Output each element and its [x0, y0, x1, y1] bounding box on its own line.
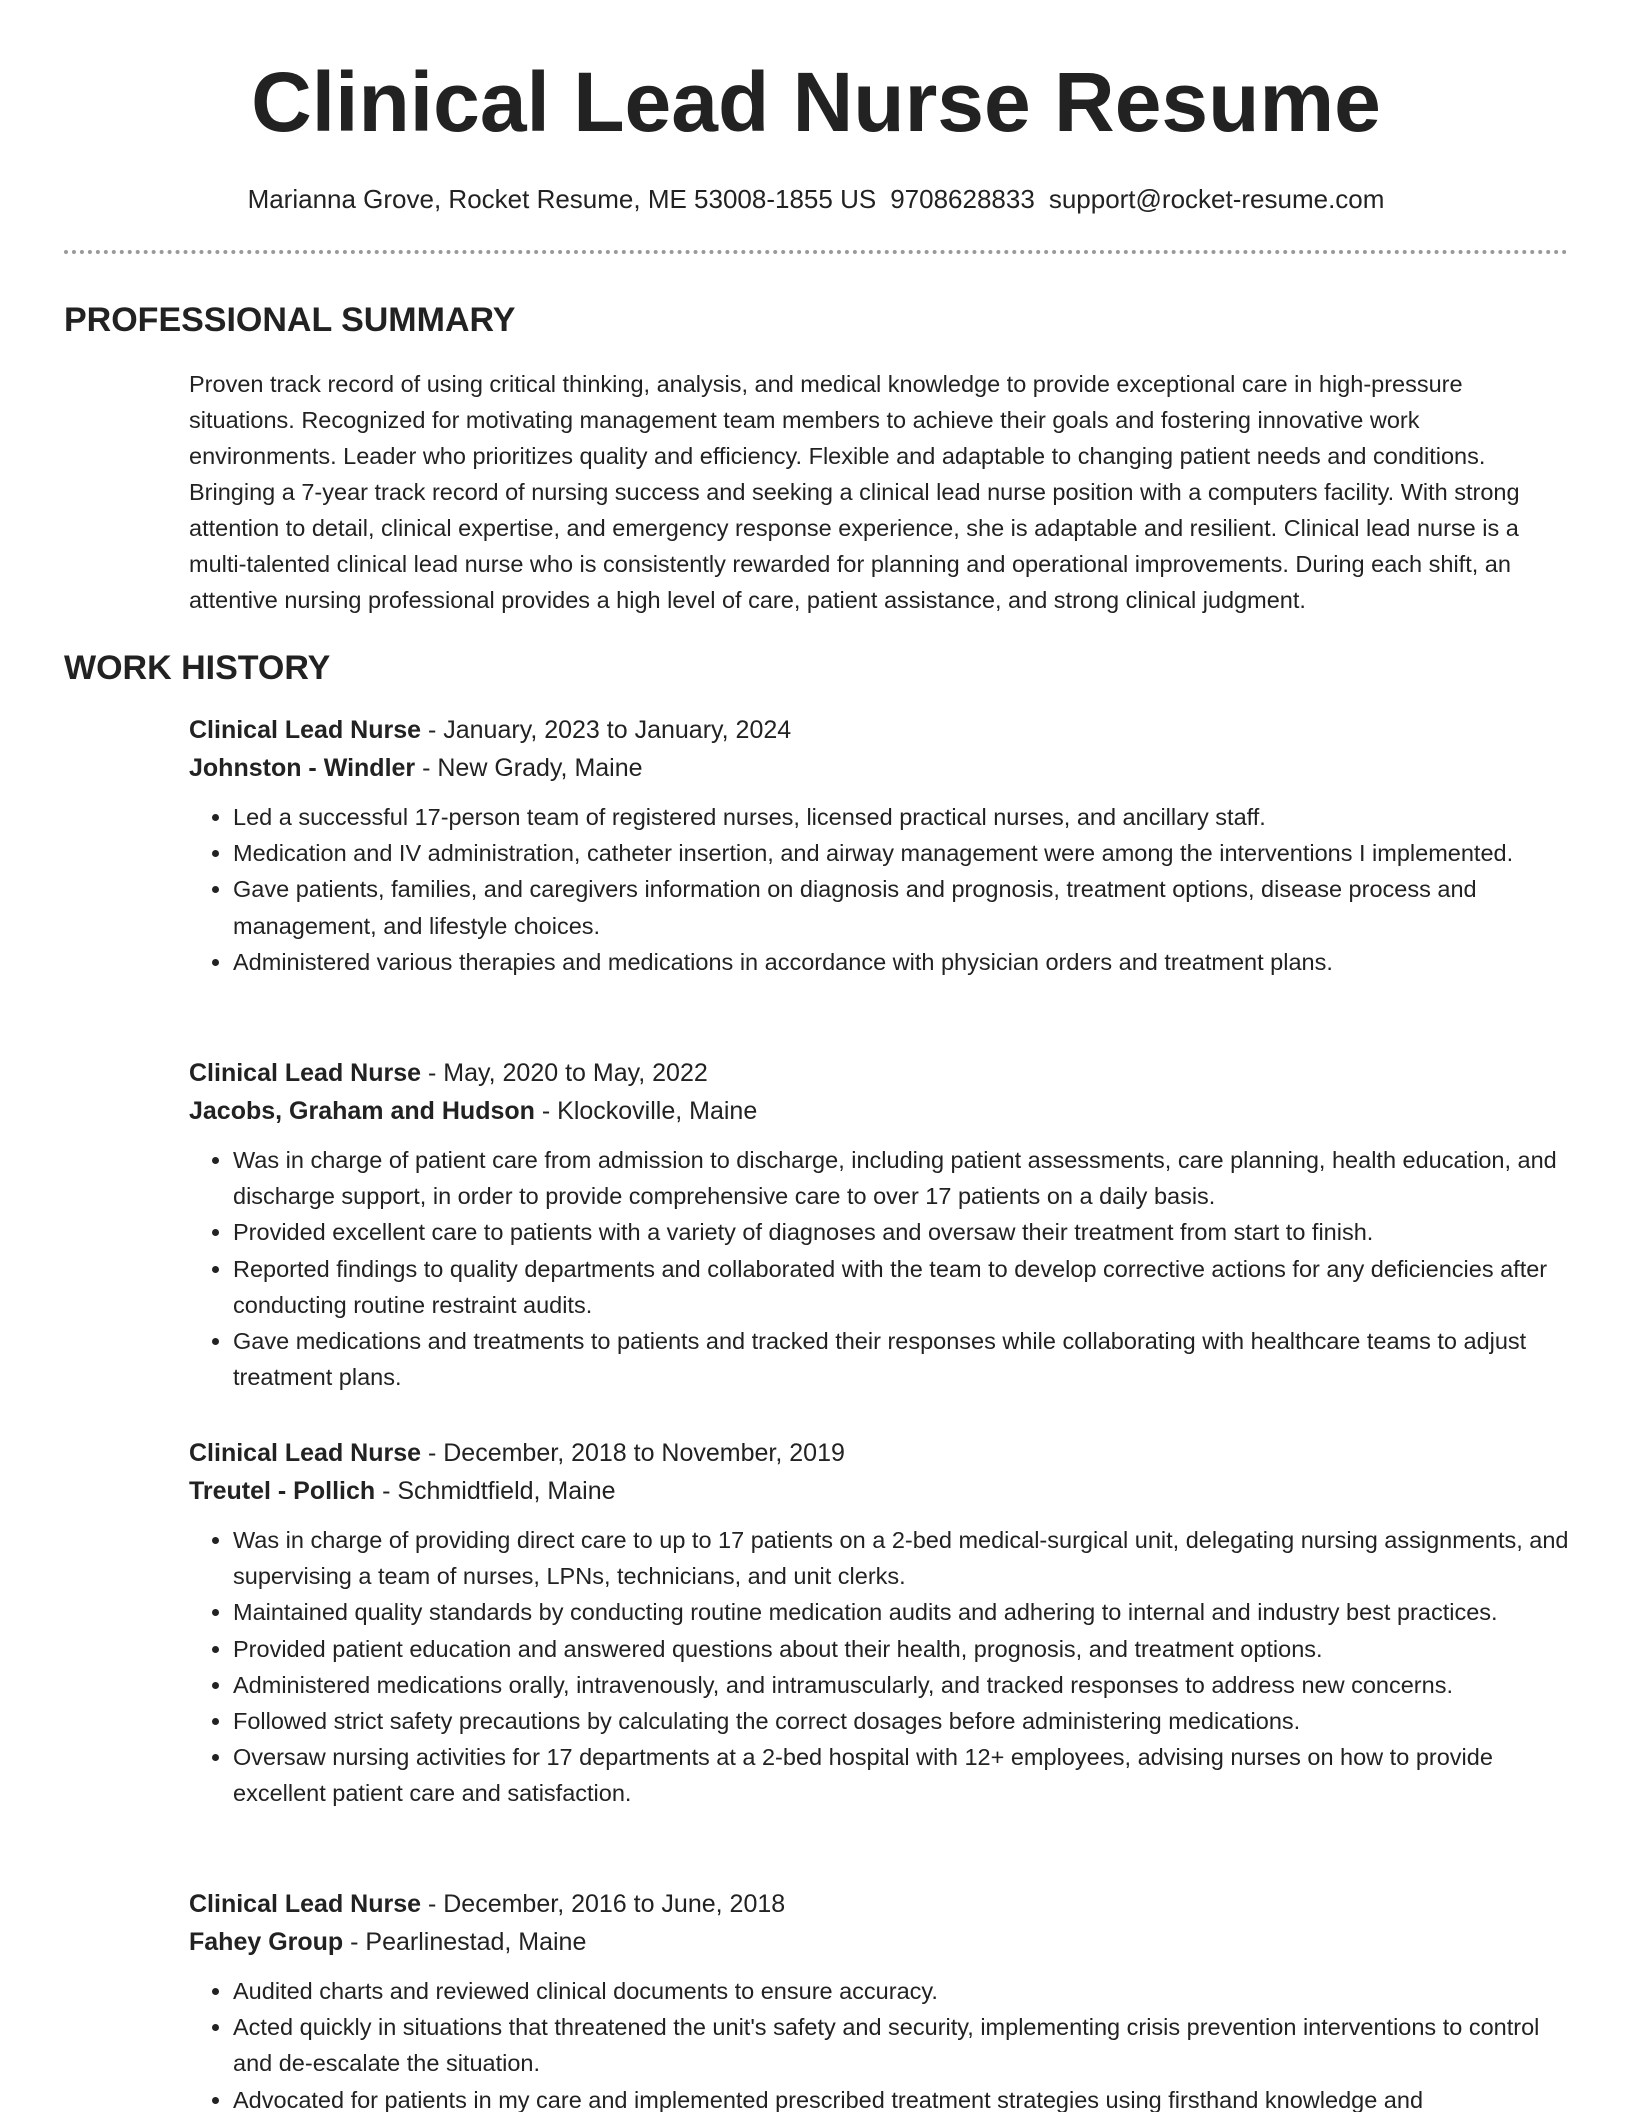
bullet-item: • Followed strict safety precautions by calculating the correct dosages before administering medications. — [233, 1703, 1569, 1739]
bullet-item: • Was in charge of patient care from admission to discharge, including patient assessments, care planning, health education, and discharge support, in order to provide comprehensive care to over 17 patients on a daily basis. — [233, 1142, 1569, 1214]
header-divider — [64, 250, 1568, 254]
job-location: - Klockoville, Maine — [534, 1097, 758, 1125]
job-dates: - December, 2016 to June, 2018 — [421, 1890, 786, 1918]
bullet-item: • Led a successful 17-person team of registered nurses, licensed practical nurses, and ancillary staff. — [233, 799, 1569, 835]
bullet-item: • Provided patient education and answered questions about their health, prognosis, and treatment options. — [233, 1631, 1569, 1667]
contact-phone: 9708628833 — [890, 184, 1035, 214]
job-company: Treutel - Pollich — [189, 1477, 376, 1505]
job-company: Johnston - Windler — [189, 754, 416, 782]
summary-text: Proven track record of using critical thinking, analysis, and medical knowledge to provide exceptional care in high-pressure situations. Recognized for motivating management team members to achieve their goals and fostering innovative work environments. Leader who prioritizes quality and efficiency. Flexible and adaptable to changing patient needs and conditions. Bringing a 7-year track record of nursing success and seeking a clinical lead nurse position with a computers facility. With strong attention to detail, clinical expertise, and emergency response experience, she is adaptable and resilient. Clinical lead nurse is a multi-talented clinical lead nurse who is consistently rewarded for planning and operational improvements. During each shift, an attentive nursing professional provides a high level of care, patient assistance, and strong clinical judgment. — [189, 371, 1520, 613]
job-location: - Pearlinestad, Maine — [343, 1928, 587, 1956]
bullet-item: • Maintained quality standards by conducting routine medication audits and adhering to internal and industry best practices. — [233, 1594, 1569, 1630]
bullet-item: • Gave medications and treatments to patients and tracked their responses while collaborating with healthcare teams to adjust treatment plans. — [233, 1323, 1569, 1395]
job-title: Clinical Lead Nurse — [189, 1439, 422, 1467]
summary-heading: PROFESSIONAL SUMMARY — [64, 301, 516, 339]
contact-line — [0, 181, 1632, 217]
job-dates: - December, 2018 to November, 2019 — [421, 1439, 845, 1467]
job-entry — [189, 1054, 1569, 1395]
job-entry — [189, 1885, 1569, 2112]
resume-title: Clinical Lead Nurse Resume — [251, 55, 1381, 149]
bullet-item: • Advocated for patients in my care and implemented prescribed treatment strategies using firsthand knowledge and — [233, 2082, 1569, 2112]
job-title-line — [189, 1885, 1569, 1923]
bullet-item: • Oversaw nursing activities for 17 departments at a 2-bed hospital with 12+ employees, advising nurses on how to provide excellent patient care and satisfaction. — [233, 1739, 1569, 1811]
job-bullets — [189, 1142, 1569, 1395]
job-location: - New Grady, Maine — [415, 754, 643, 782]
job-company-line — [189, 1092, 1569, 1130]
job-company: Fahey Group — [189, 1928, 344, 1956]
work-history-heading: WORK HISTORY — [64, 649, 331, 687]
job-title-line — [189, 1434, 1569, 1472]
job-company-line — [189, 1472, 1569, 1510]
bullet-item: • Gave patients, families, and caregivers information on diagnosis and prognosis, treatment options, disease process and management, and lifestyle choices. — [233, 871, 1569, 943]
bullet-item: • Reported findings to quality departments and collaborated with the team to develop corrective actions for any deficiencies after conducting routine restraint audits. — [233, 1251, 1569, 1323]
job-title-line — [189, 711, 1569, 749]
bullet-item: • Administered various therapies and medications in accordance with physician orders and treatment plans. — [233, 944, 1569, 980]
job-entry — [189, 711, 1569, 980]
job-entry — [189, 1434, 1569, 1812]
job-company-line — [189, 749, 1569, 787]
job-title: Clinical Lead Nurse — [189, 1059, 422, 1087]
bullet-item: • Medication and IV administration, catheter insertion, and airway management were among the interventions I implemented. — [233, 835, 1569, 871]
contact-email[interactable]: support@rocket-resume.com — [1048, 184, 1385, 214]
job-bullets — [189, 1522, 1569, 1812]
job-title: Clinical Lead Nurse — [189, 1890, 422, 1918]
job-title-line — [189, 1054, 1569, 1092]
job-bullets — [189, 1973, 1569, 2112]
bullet-item: • Administered medications orally, intravenously, and intramuscularly, and tracked responses to address new concerns. — [233, 1667, 1569, 1703]
job-dates: - May, 2020 to May, 2022 — [421, 1059, 708, 1087]
job-dates: - January, 2023 to January, 2024 — [421, 716, 792, 744]
job-title: Clinical Lead Nurse — [189, 716, 422, 744]
job-company: Jacobs, Graham and Hudson — [189, 1097, 535, 1125]
job-location: - Schmidtfield, Maine — [375, 1477, 616, 1505]
job-company-line — [189, 1923, 1569, 1961]
bullet-item: • Provided excellent care to patients with a variety of diagnoses and oversaw their treatment from start to finish. — [233, 1214, 1569, 1250]
bullet-item: • Audited charts and reviewed clinical documents to ensure accuracy. — [233, 1973, 1569, 2009]
contact-address: Marianna Grove, Rocket Resume, ME 53008-1855 US — [247, 184, 877, 214]
job-bullets — [189, 799, 1569, 980]
bullet-item: • Acted quickly in situations that threatened the unit's safety and security, implementing crisis prevention interventions to control and de-escalate the situation. — [233, 2009, 1569, 2081]
bullet-item: • Was in charge of providing direct care to up to 17 patients on a 2-bed medical-surgical unit, delegating nursing assignments, and supervising a team of nurses, LPNs, technicians, and unit clerks. — [233, 1522, 1569, 1594]
